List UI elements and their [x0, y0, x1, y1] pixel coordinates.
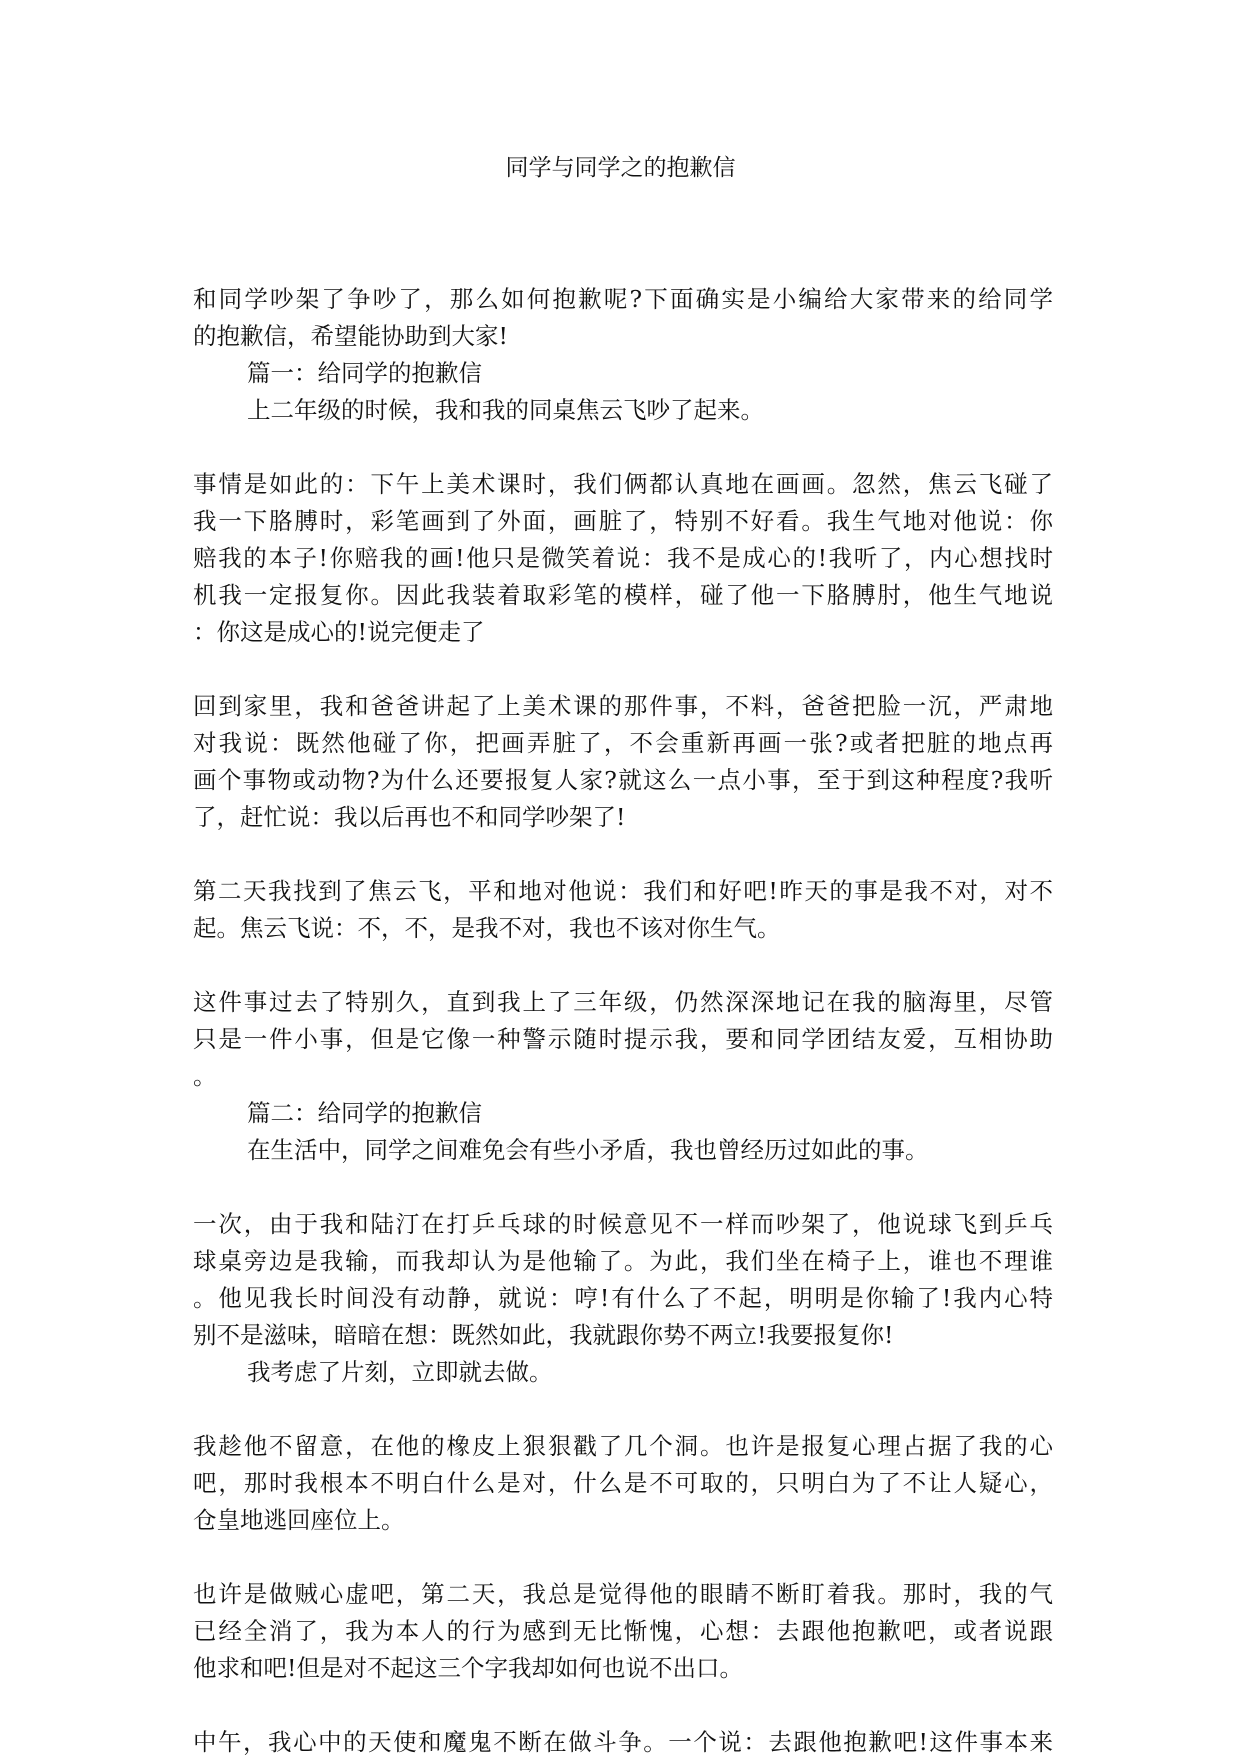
text-line: 在生活中，同学之间难免会有些小矛盾，我也曾经历过如此的事。 — [247, 1136, 929, 1164]
paragraph-gap — [193, 1539, 1053, 1576]
document-title: 同学与同学之的抱歉信 — [505, 155, 736, 181]
text-line: 也许是做贼心虚吧，第二天，我总是觉得他的眼睛不断盯着我。那时，我的气 — [193, 1580, 1053, 1608]
text-line: 我一下胳膊时，彩笔画到了外面，画脏了，特别不好看。我生气地对他说：你 — [193, 507, 1053, 535]
text-line: 了，赶忙说：我以后再也不和同学吵架了! — [193, 803, 626, 831]
text-line: 球桌旁边是我输，而我却认为是他输了。为此，我们坐在椅子上，谁也不理谁 — [193, 1247, 1053, 1275]
paragraph-gap — [193, 651, 1053, 688]
text-line: 对我说：既然他碰了你，把画弄脏了，不会重新再画一张?或者把脏的地点再 — [193, 729, 1053, 757]
text-line: 别不是滋味，暗暗在想：既然如此，我就跟你势不两立!我要报复你! — [193, 1321, 894, 1349]
text-line: 中午，我心中的天使和魔鬼不断在做斗争。一个说：去跟他抱歉吧!这件事本来 — [193, 1728, 1053, 1756]
paragraph-gap — [193, 1391, 1053, 1428]
text-line: 回到家里，我和爸爸讲起了上美术课的那件事，不料，爸爸把脸一沉，严肃地 — [193, 692, 1053, 720]
text-line: 我考虑了片刻，立即就去做。 — [247, 1358, 553, 1386]
text-line: 这件事过去了特别久，直到我上了三年级，仍然深深地记在我的脑海里，尽管 — [193, 988, 1053, 1016]
document-body — [193, 281, 1053, 1761]
text-line: ：你这是成心的!说完便走了 — [193, 618, 485, 646]
paragraph-gap — [193, 836, 1053, 873]
text-line: 第二天我找到了焦云飞，平和地对他说：我们和好吧!昨天的事是我不对，对不 — [193, 877, 1053, 905]
text-line: 和同学吵架了争吵了，那么如何抱歉呢?下面确实是小编给大家带来的给同学 — [193, 285, 1053, 313]
section-heading: 篇二：给同学的抱歉信 — [247, 1099, 482, 1127]
text-line: 只是一件小事，但是它像一种警示随时提示我，要和同学团结友爱，互相协助 — [193, 1025, 1053, 1053]
text-line: 上二年级的时候，我和我的同桌焦云飞吵了起来。 — [247, 396, 764, 424]
text-line: 已经全消了，我为本人的行为感到无比惭愧，心想：去跟他抱歉吧，或者说跟 — [193, 1617, 1053, 1645]
paragraph-gap — [193, 1169, 1053, 1206]
text-line: 。他见我长时间没有动静，就说：哼!有什么了不起，明明是你输了!我内心特 — [193, 1284, 1053, 1312]
paragraph-gap — [193, 1687, 1053, 1724]
paragraph-gap — [193, 947, 1053, 984]
text-line: 机我一定报复你。因此我装着取彩笔的模样，碰了他一下胳膊肘，他生气地说 — [193, 581, 1053, 609]
text-line: 我趁他不留意，在他的橡皮上狠狠戳了几个洞。也许是报复心理占据了我的心 — [193, 1432, 1053, 1460]
section-heading: 篇一：给同学的抱歉信 — [247, 359, 482, 387]
text-line: 一次，由于我和陆汀在打乒乓球的时候意见不一样而吵架了，他说球飞到乒乓 — [193, 1210, 1053, 1238]
text-line: 仓皇地逃回座位上。 — [193, 1506, 405, 1534]
text-line: 赔我的本子!你赔我的画!他只是微笑着说：我不是成心的!我听了，内心想找时 — [193, 544, 1053, 572]
text-line: 吧，那时我根本不明白什么是对，什么是不可取的，只明白为了不让人疑心， — [193, 1469, 1053, 1497]
text-line: 画个事物或动物?为什么还要报复人家?就这么一点小事，至于到这种程度?我听 — [193, 766, 1053, 794]
text-line: 事情是如此的：下午上美术课时，我们俩都认真地在画画。忽然，焦云飞碰了 — [193, 470, 1053, 498]
paragraph-gap — [193, 429, 1053, 466]
text-line: 起。焦云飞说：不，不，是我不对，我也不该对你生气。 — [193, 914, 781, 942]
text-line: 他求和吧!但是对不起这三个字我却如何也说不出口。 — [193, 1654, 743, 1682]
text-line: 。 — [193, 1062, 217, 1090]
text-line: 的抱歉信，希望能协助到大家! — [193, 322, 508, 350]
